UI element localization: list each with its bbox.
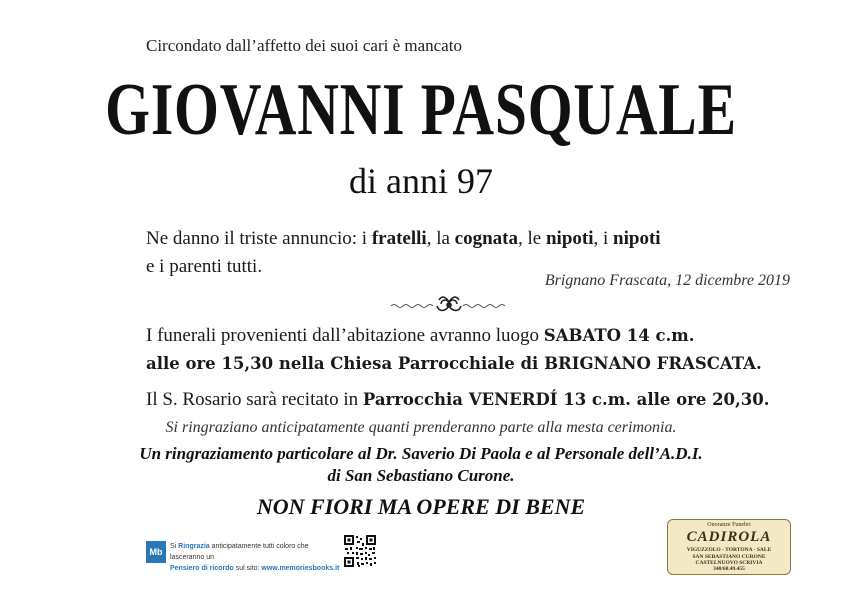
- intro-text: Circondato dall’affetto dei suoi cari è mancato: [146, 36, 462, 55]
- general-thanks: Si ringraziano anticipatamente quanti prenderanno parte alla mesta cerimonia.: [165, 419, 677, 436]
- announcement-text: , la: [426, 228, 455, 249]
- announcement-text: Ne danno il triste annuncio: i: [146, 228, 372, 249]
- memoriesbooks-logo-icon: Mb: [146, 541, 166, 563]
- funeral-notice: [146, 322, 806, 378]
- announcement-text: e i parenti tutti.: [146, 256, 263, 277]
- no-flowers-note: NON FIORI MA OPERE DI BENE: [256, 494, 586, 519]
- footer-text: anticipatamente tutti coloro che lasceranno un: [170, 543, 309, 561]
- funeral-details: alle ore 15,30 nella Chiesa Parrocchiale di BRIGNANO FRASCATA.: [146, 354, 762, 373]
- deceased-name: GIOVANNI PASQUALE: [105, 69, 737, 151]
- announcement-bold: fratelli: [371, 228, 427, 249]
- special-thanks-line2: di San Sebastiano Curone.: [327, 466, 515, 485]
- footer-site-link[interactable]: www.memoriesbooks.it: [261, 565, 340, 572]
- place-date: Brignano Frascata, 12 dicembre 2019: [544, 272, 790, 289]
- funeral-home-phone: 340/68.49.455: [713, 566, 745, 572]
- announcement-bold: cognata: [454, 228, 518, 249]
- funeral-day: SABATO 14 c.m.: [543, 326, 695, 345]
- announcement-text: , le: [518, 228, 546, 249]
- footer-text: sul sito:: [233, 565, 262, 572]
- announcement-bold: nipoti: [613, 228, 661, 249]
- announcement-bold: nipoti: [545, 228, 594, 249]
- footer-text: Si: [170, 543, 179, 550]
- funeral-home-badge: [667, 519, 791, 575]
- announcement-text: , i: [593, 228, 614, 249]
- funeral-home-town: SAN SEBASTIANO CURONE: [692, 554, 766, 560]
- footer-note: [170, 541, 340, 574]
- rosary-details: Parrocchia VENERDÍ 13 c.m. alle ore 20,30.: [362, 390, 770, 409]
- qr-code-icon[interactable]: [343, 534, 377, 568]
- special-thanks: [60, 443, 782, 487]
- age-text: di anni 97: [349, 161, 493, 201]
- funeral-home-towns: VIGUZZOLO - TORTONA - SALE: [686, 547, 772, 553]
- rosary-notice: [146, 386, 806, 414]
- funeral-home-town: CASTELNUOVO SCRIVIA: [695, 560, 763, 566]
- footer-highlight: Pensiero di ricordo: [170, 565, 234, 572]
- rosary-text: Il S. Rosario sarà recitato in: [146, 389, 363, 410]
- ornament-divider-icon: [389, 292, 509, 316]
- funeral-home-label: Onoranze Funebri: [707, 522, 751, 528]
- funeral-text: I funerali provenienti dall’abitazione avranno luogo: [146, 325, 544, 346]
- funeral-home-name: CADIROLA: [686, 529, 772, 545]
- footer-highlight: Ringrazia: [178, 543, 210, 550]
- special-thanks-line1: Un ringraziamento particolare al Dr. Saverio Di Paola e al Personale dell’A.D.I.: [139, 444, 703, 463]
